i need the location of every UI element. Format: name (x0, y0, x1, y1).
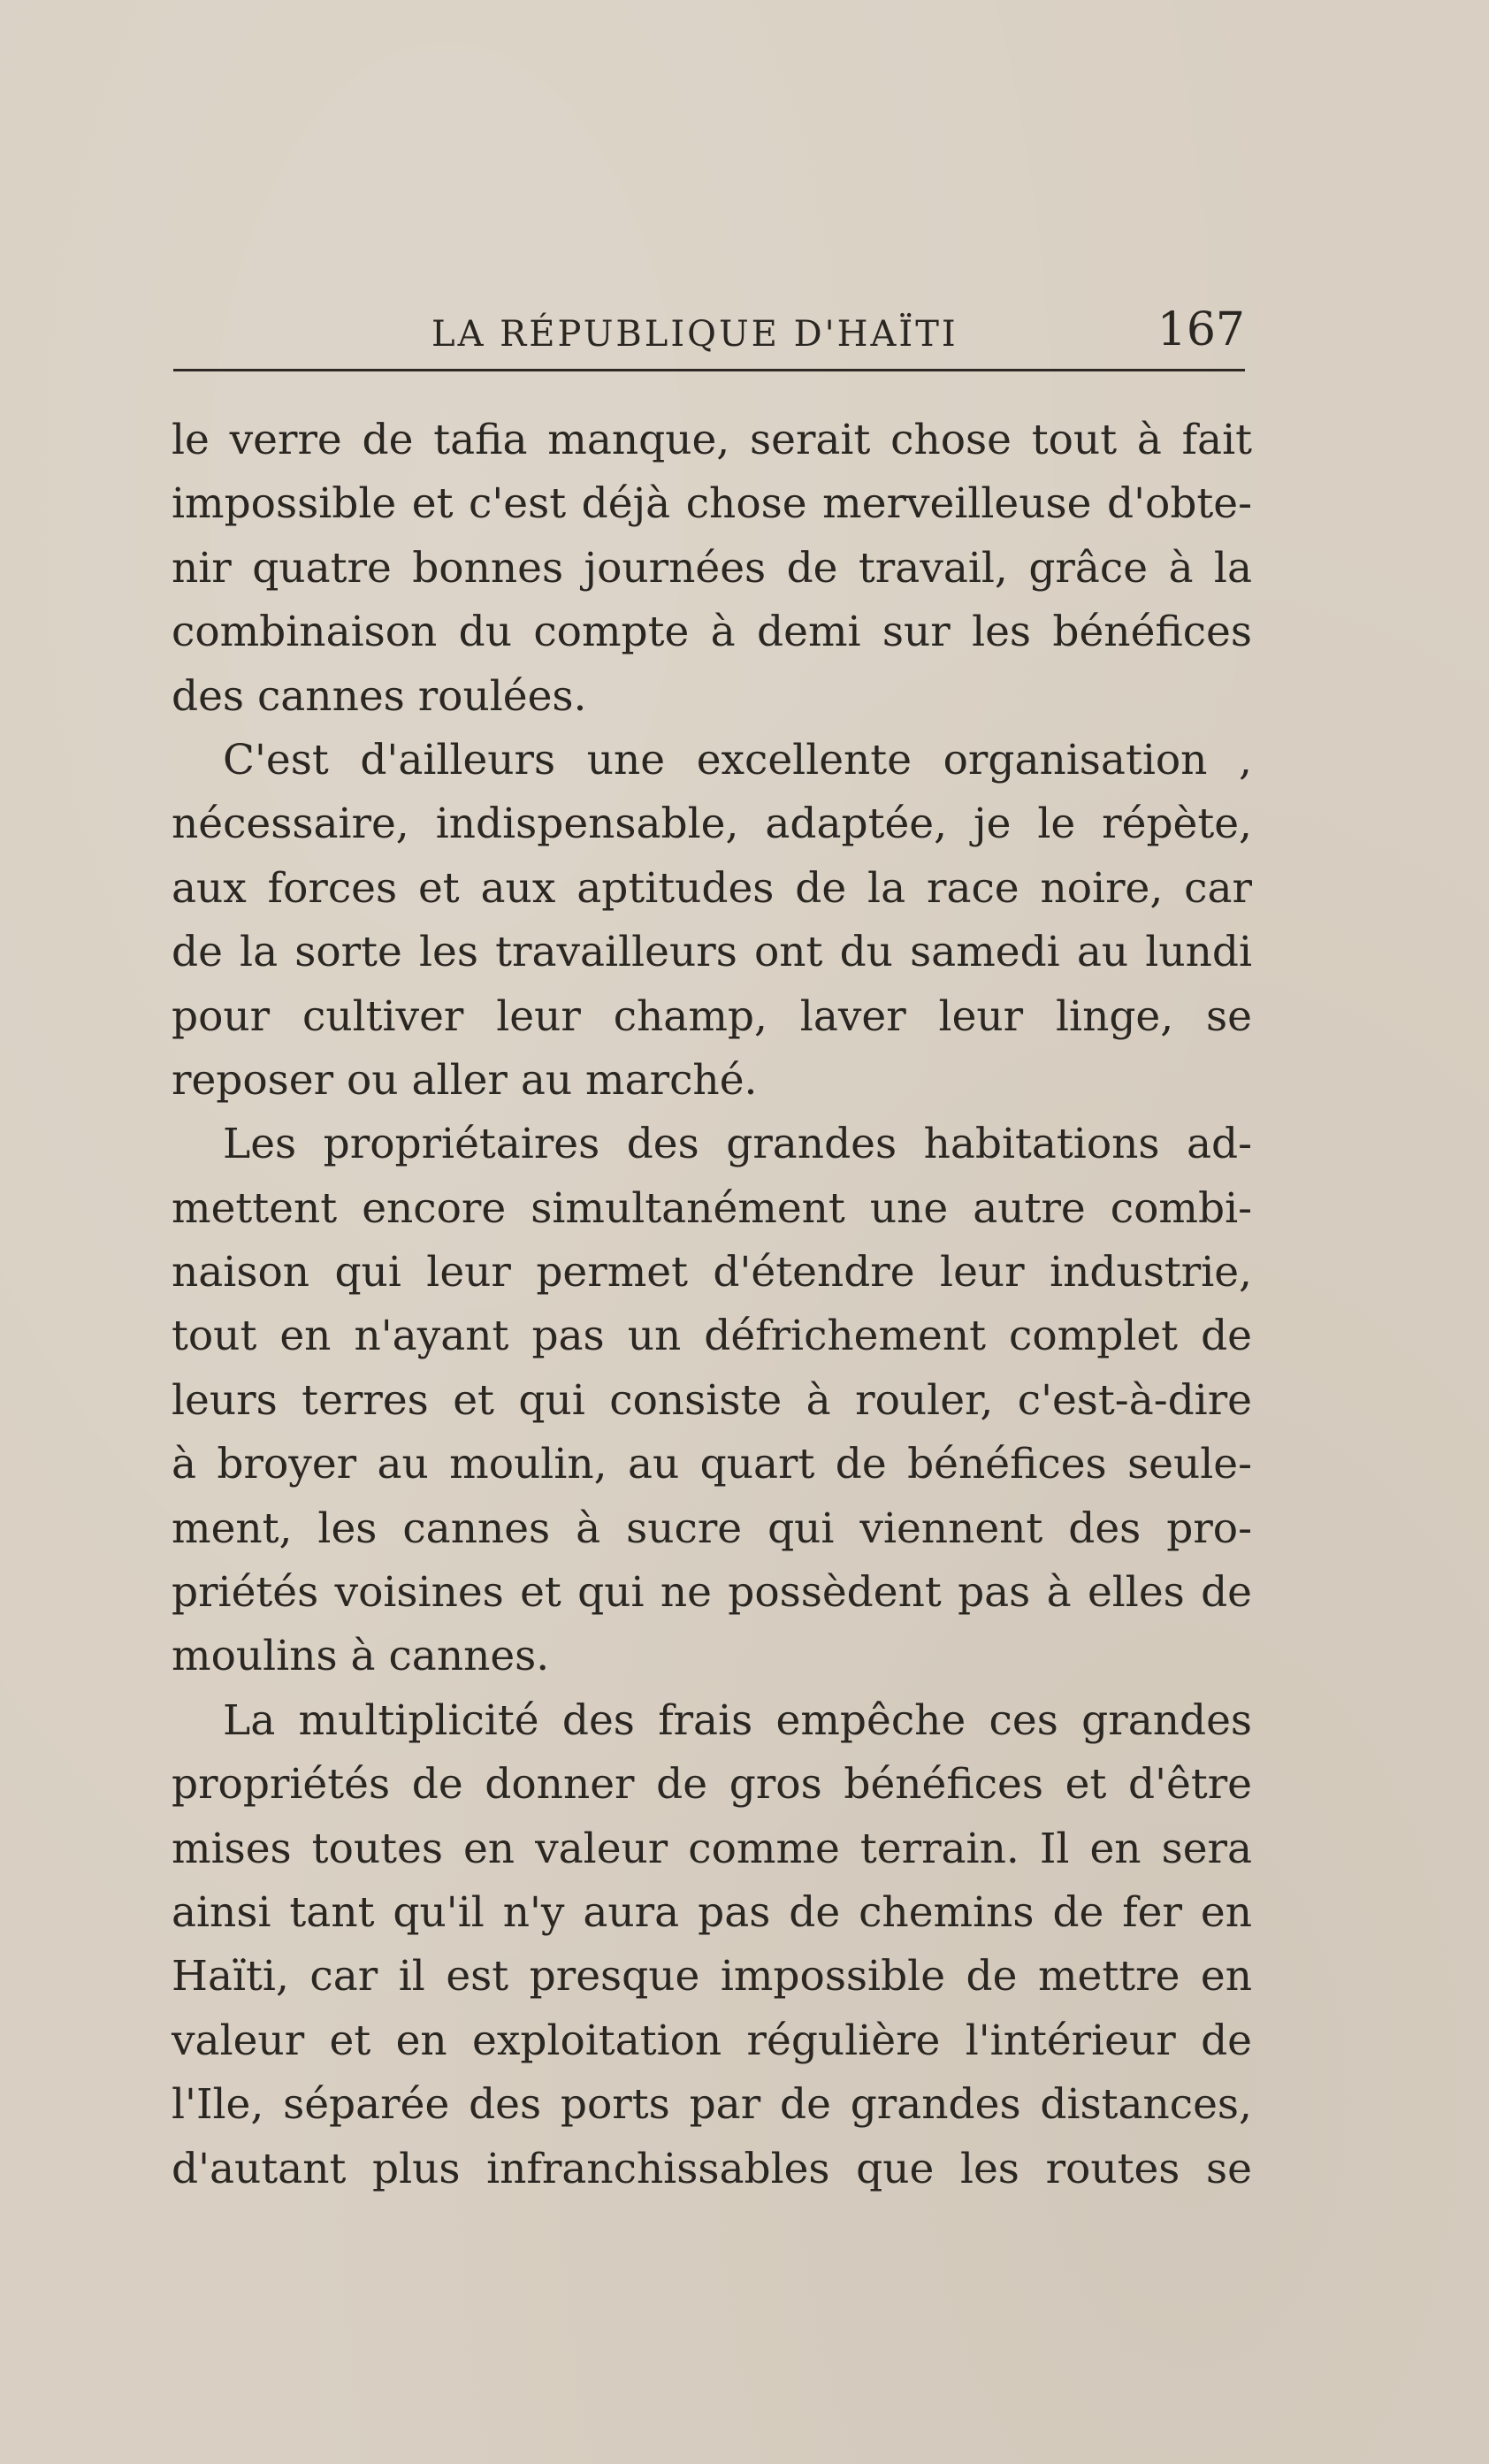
text-line: mettent encore simultanément une autre combi- (172, 1183, 1252, 1233)
text-line: propriétés de donner de gros bénéfices et d'être (172, 1760, 1252, 1810)
text-line: nir quatre bonnes journées de travail, grâce à la (172, 543, 1252, 593)
text-line: combinaison du compte à demi sur les bénéfices (172, 608, 1252, 657)
body-text (172, 409, 1252, 2201)
text-line: priétés voisines et qui ne possèdent pas à elles de (172, 1568, 1252, 1618)
text-line: mises toutes en valeur comme terrain. Il en sera (172, 1824, 1252, 1873)
text-line: aux forces et aux aptitudes de la race noire, car (172, 863, 1252, 913)
text-line: C'est d'ailleurs une excellente organisation , (223, 735, 1252, 784)
running-head (173, 296, 1245, 367)
text-line: leurs terres et qui consiste à rouler, c'est-à-dire (172, 1375, 1252, 1425)
text-line: à broyer au moulin, au quart de bénéfices seule- (172, 1440, 1252, 1489)
text-line: reposer ou aller au marché. (172, 1055, 758, 1105)
text-line: des cannes roulées. (172, 671, 587, 721)
page-number: 167 (1157, 303, 1245, 356)
text-line: moulins à cannes. (172, 1632, 550, 1681)
text-line: valeur et en exploitation régulière l'intérieur de (172, 2016, 1252, 2065)
text-line: La multiplicité des frais empêche ces grandes (223, 1695, 1252, 1745)
text-line: ment, les cannes à sucre qui viennent des pro- (172, 1504, 1252, 1553)
text-line: impossible et c'est déjà chose merveilleuse d'obte- (172, 479, 1252, 529)
text-line: Haïti, car il est presque impossible de mettre en (172, 1952, 1252, 2001)
text-line: tout en n'ayant pas un défrichement complet de (172, 1312, 1252, 1361)
text-line: de la sorte les travailleurs ont du samedi au lundi (172, 928, 1252, 977)
text-line: le verre de tafia manque, serait chose tout à fait (172, 416, 1252, 464)
text-line: d'autant plus infranchissables que les routes se (172, 2144, 1252, 2193)
header-rule (173, 369, 1245, 371)
text-line: naison qui leur permet d'étendre leur industrie, (172, 1248, 1252, 1297)
text-line: Les propriétaires des grandes habitations ad- (223, 1120, 1252, 1169)
text-line: pour cultiver leur champ, laver leur linge, se (172, 991, 1252, 1041)
text-line: l'Ile, séparée des ports par de grandes distances, (172, 2080, 1252, 2130)
text-line: ainsi tant qu'il n'y aura pas de chemins de fer en (172, 1887, 1252, 1937)
running-title: LA RÉPUBLIQUE D'HAÏTI (431, 314, 958, 355)
text-line: nécessaire, indispensable, adaptée, je le répète, (172, 800, 1252, 849)
